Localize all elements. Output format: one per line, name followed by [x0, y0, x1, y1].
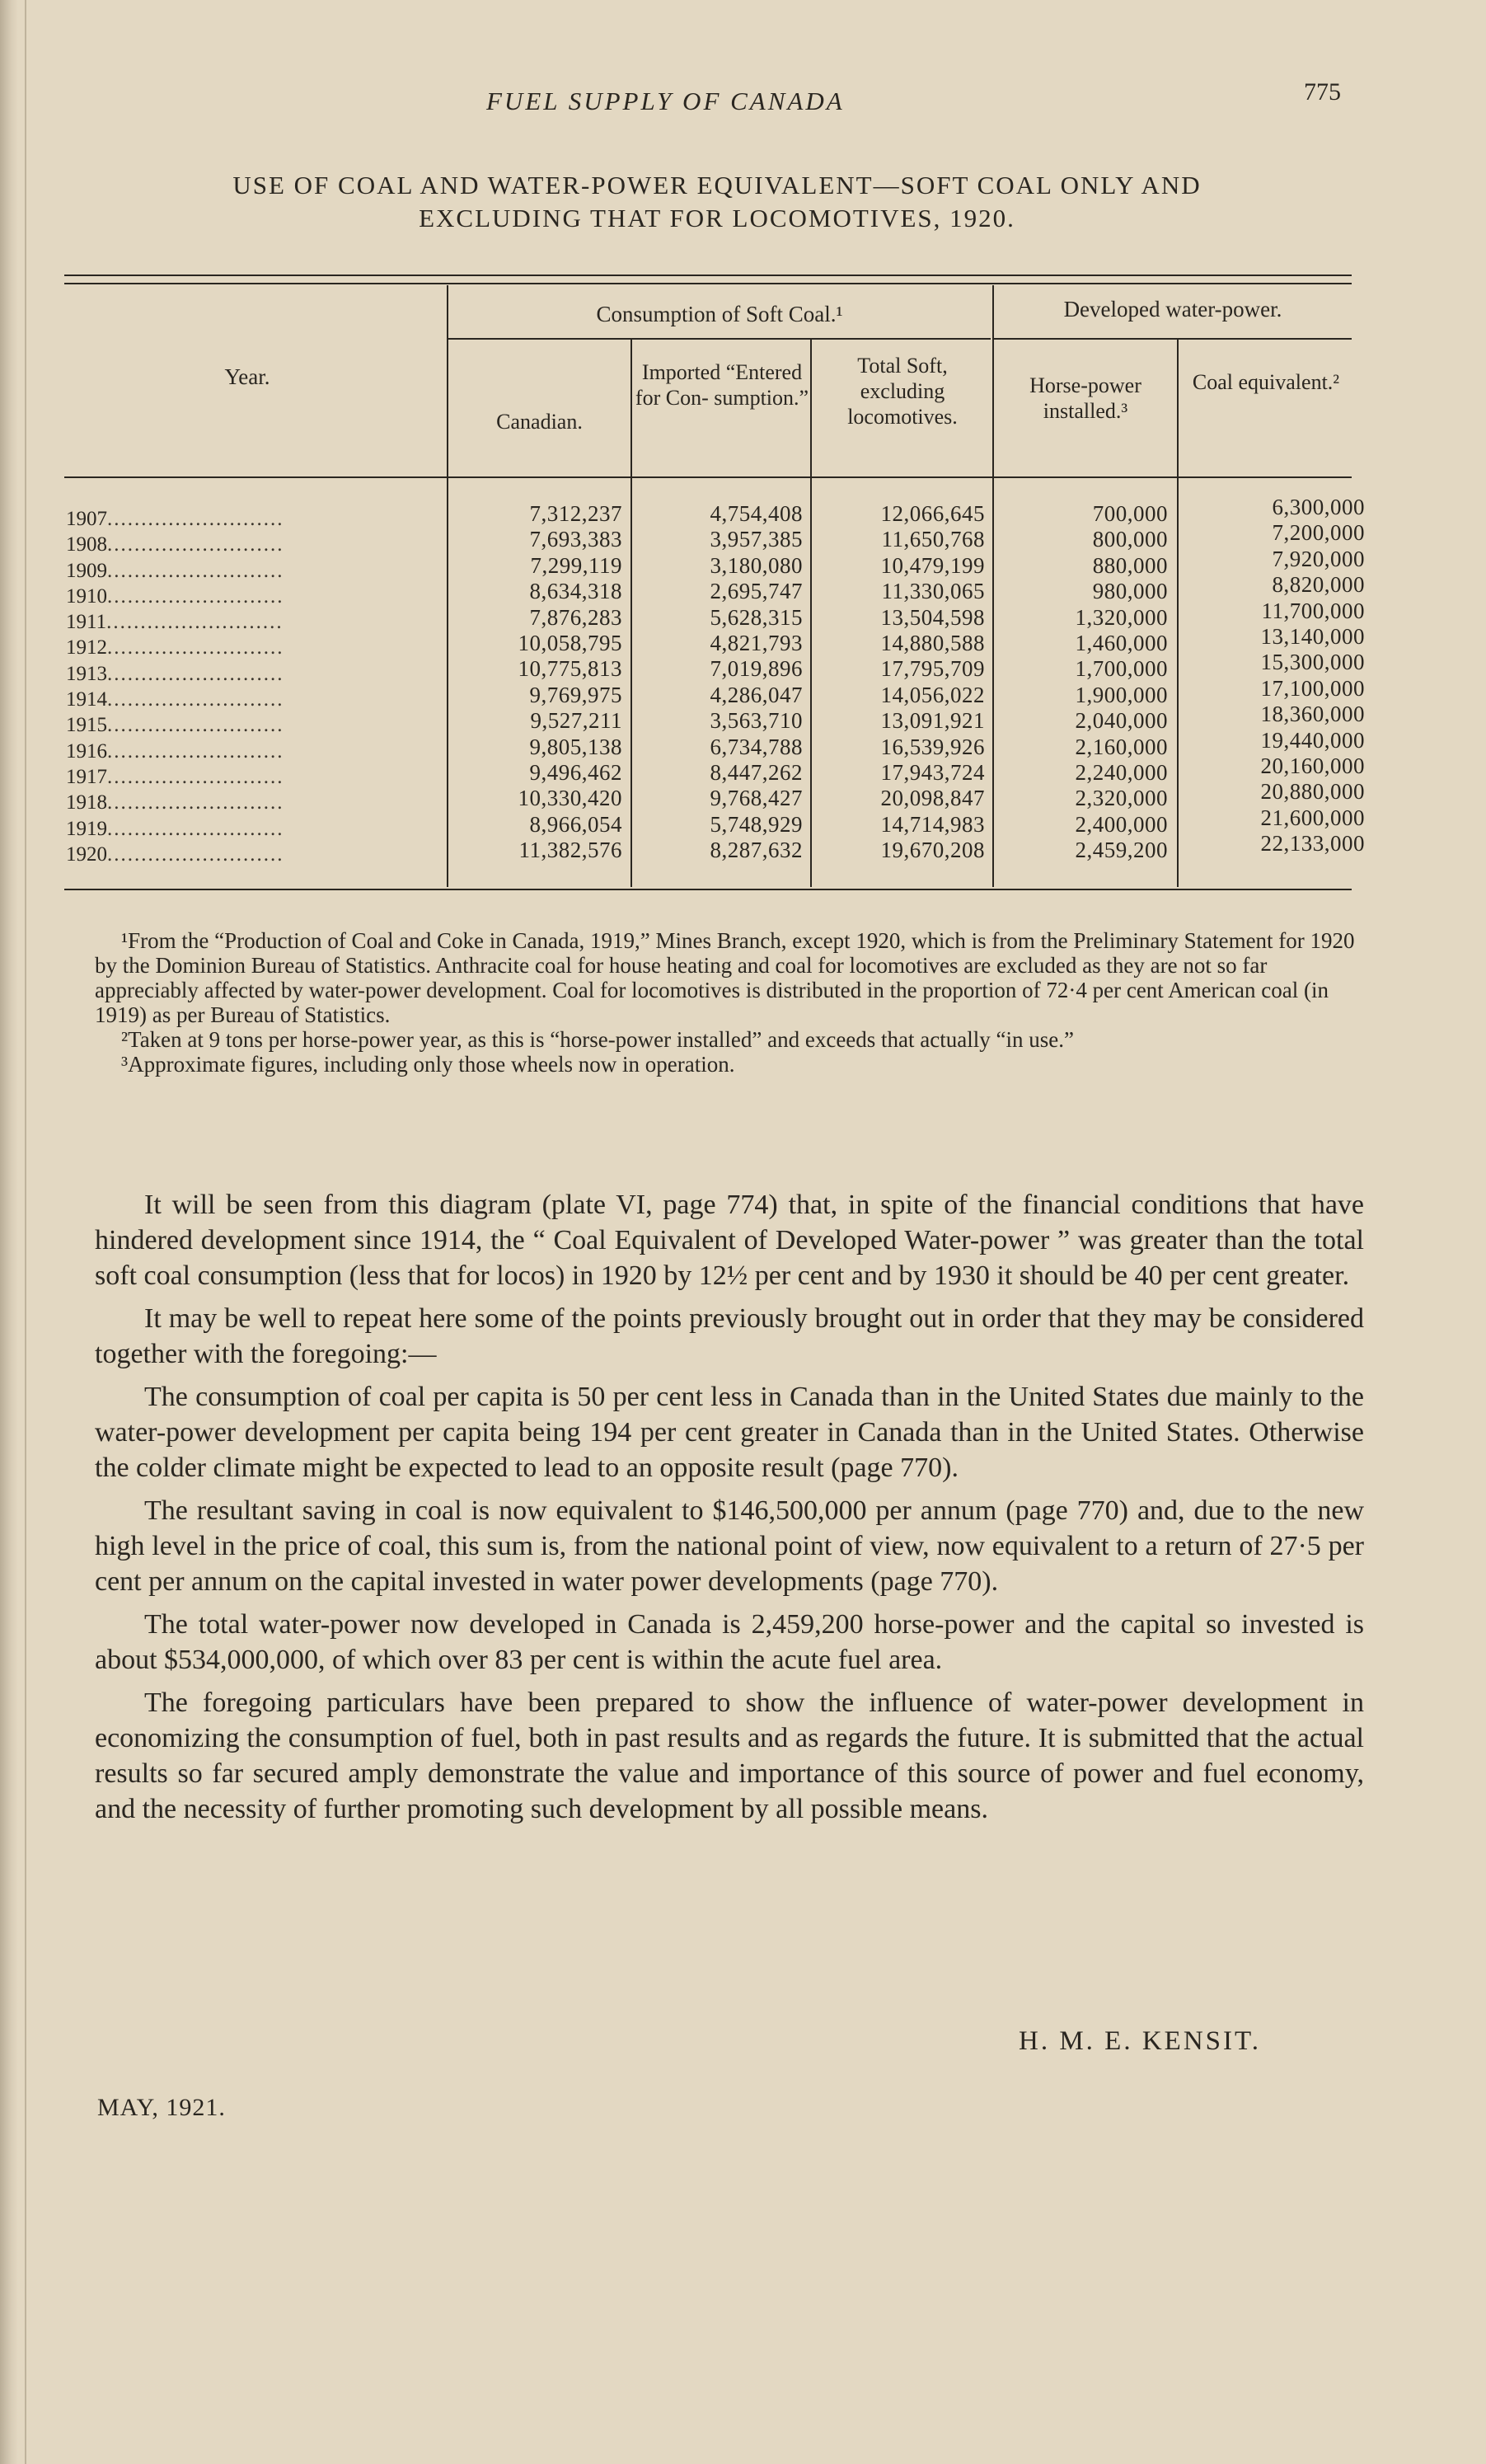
- body-text: [95, 1187, 1364, 1834]
- dot-leader: ..........................: [107, 791, 284, 814]
- imported-column: [636, 501, 803, 863]
- table-cell: 20,098,847: [880, 786, 985, 811]
- table-cell: 7,299,119: [530, 552, 622, 578]
- table-cell: 13,091,921: [880, 708, 985, 734]
- header-bottom-rule: [64, 476, 1352, 478]
- table-cell: 8,634,318: [529, 579, 622, 604]
- table-cell: 11,330,065: [881, 579, 985, 604]
- dot-leader: ..........................: [107, 765, 284, 788]
- table-cell: 2,040,000: [1075, 708, 1168, 734]
- col-header-coal-equivalent: Coal equivalent.²: [1192, 370, 1340, 394]
- dot-leader: ..........................: [107, 688, 284, 711]
- col-header-canadian: Canadian.: [496, 410, 583, 434]
- table-cell: 1,700,000: [1075, 656, 1168, 682]
- dot-leader: ..........................: [107, 842, 284, 866]
- table-cell: 2,240,000: [1075, 759, 1168, 785]
- paragraph: The resultant saving in coal is now equivalent to $146,500,000 per annum (page 770) and, due to the new high level in the price of coal, this sum is, from the national point of view, now equivalent to a return of 27·5 per cent per annum on the capital invested in water power developments (page 770).: [95, 1495, 1364, 1597]
- table-row-year: [66, 816, 449, 842]
- table-cell: 17,795,709: [880, 656, 985, 682]
- table-cell: 980,000: [1092, 579, 1168, 604]
- table-title-line-2: EXCLUDING THAT FOR LOCOMOTIVES, 1920.: [419, 204, 1015, 232]
- table-footnotes: [95, 928, 1364, 1077]
- table-cell: 7,876,283: [529, 604, 622, 630]
- year-column: [66, 506, 449, 867]
- table-cell: 7,920,000: [1272, 546, 1365, 571]
- horse-power-column: [999, 501, 1168, 863]
- table-cell: 22,133,000: [1260, 831, 1365, 857]
- table-row-year: [66, 687, 449, 712]
- table-cell: 10,058,795: [518, 630, 622, 655]
- table-row-year: [66, 661, 449, 687]
- year-label: 1910: [66, 584, 107, 608]
- table-cell: 10,775,813: [518, 656, 622, 682]
- table-cell: 2,320,000: [1075, 786, 1168, 811]
- table-cell: 1,900,000: [1075, 682, 1168, 707]
- paragraph: The consumption of coal per capita is 50 per cent less in Canada than in the United States due mainly to the water-power development per capita being 194 per cent greater in Canada than in the United States. Otherwise the colder climate might be expected to lead to an opposite result (page 770).: [95, 1382, 1364, 1483]
- dot-leader: ..........................: [107, 559, 284, 582]
- date-line: MAY, 1921.: [97, 2094, 226, 2121]
- table-cell: 9,805,138: [529, 734, 622, 759]
- canadian-column: [453, 501, 622, 863]
- col-header-horse-power: Horse-power installed.³: [1029, 373, 1141, 423]
- table-title-line-1: USE OF COAL AND WATER-POWER EQUIVALENT—SOFT COAL ONLY AND: [232, 171, 1202, 199]
- dot-leader: ..........................: [107, 533, 284, 556]
- table-cell: 13,140,000: [1260, 623, 1365, 649]
- paragraph: It may be well to repeat here some of the points previously brought out in order that they may be considered together with the foregoing:—: [95, 1303, 1364, 1369]
- group-rule-soft-coal: [447, 338, 991, 340]
- table-cell: 5,628,315: [710, 604, 803, 630]
- table-cell: 15,300,000: [1260, 650, 1365, 675]
- table-cell: 2,160,000: [1075, 734, 1168, 759]
- table-row-year: [66, 712, 449, 738]
- table-row-year: [66, 558, 449, 584]
- table-row-year: [66, 635, 449, 660]
- table-row-year: [66, 609, 449, 635]
- year-label: 1918: [66, 791, 107, 814]
- table-cell: 9,496,462: [529, 759, 622, 785]
- author-signature: H. M. E. KENSIT.: [1019, 2026, 1261, 2056]
- year-label: 1908: [66, 533, 107, 556]
- table-cell: 1,320,000: [1075, 604, 1168, 630]
- dot-leader: ..........................: [107, 636, 284, 659]
- dot-leader: ..........................: [107, 662, 284, 685]
- year-label: 1913: [66, 662, 107, 685]
- col-header-year: Year.: [224, 364, 270, 389]
- table-cell: 7,312,237: [529, 501, 622, 526]
- year-label: 1907: [66, 508, 107, 530]
- page-margin-line: [25, 0, 26, 2464]
- table-cell: 700,000: [1092, 501, 1168, 526]
- table-cell: 14,880,588: [880, 630, 985, 655]
- column-divider-4: [992, 285, 994, 887]
- footnote-2: ²Taken at 9 tons per horse-power year, as this is “horse-power installed” and exceeds that actually “in use.”: [121, 1027, 1074, 1052]
- table-cell: 8,287,632: [710, 838, 803, 863]
- year-label: 1915: [66, 714, 107, 737]
- table-cell: 17,100,000: [1260, 675, 1365, 701]
- page-binding-edge: [0, 0, 18, 2464]
- table-cell: 19,440,000: [1260, 727, 1365, 753]
- year-label: 1909: [66, 559, 107, 582]
- year-label: 1916: [66, 739, 107, 763]
- table-cell: 19,670,208: [880, 838, 985, 863]
- table-cell: 21,600,000: [1260, 805, 1365, 830]
- table-title: [124, 169, 1310, 235]
- running-header: FUEL SUPPLY OF CANADA: [486, 87, 845, 115]
- group-header-water-power: Developed water-power.: [1063, 297, 1282, 321]
- paragraph: The foregoing particulars have been prepared to show the influence of water-power development in economizing the consumption of fuel, both in past results and as regards the future. It is submitted that the actual results so far secured amply demonstrate the value and importance of this source of power and fuel economy, and the necessity of further promoting such development by all possible means.: [95, 1687, 1364, 1824]
- table-cell: 20,880,000: [1260, 779, 1365, 805]
- table-cell: 8,447,262: [710, 759, 803, 785]
- table-cell: 14,714,983: [880, 811, 985, 837]
- table-top-rule-1: [64, 275, 1352, 276]
- table-cell: 3,957,385: [710, 527, 803, 552]
- table-cell: 1,460,000: [1075, 630, 1168, 655]
- dot-leader: ..........................: [107, 714, 284, 737]
- table-cell: 11,700,000: [1261, 598, 1365, 623]
- year-label: 1917: [66, 765, 107, 788]
- table-cell: 14,056,022: [880, 682, 985, 707]
- table-cell: 3,180,080: [710, 552, 803, 578]
- year-label: 1914: [66, 688, 107, 711]
- column-divider-5: [1177, 340, 1179, 887]
- table-cell: 6,300,000: [1272, 495, 1365, 519]
- table-cell: 3,563,710: [710, 708, 803, 734]
- table-row-year: [66, 790, 449, 815]
- table-cell: 2,400,000: [1075, 811, 1168, 837]
- paragraph: The total water-power now developed in Canada is 2,459,200 horse-power and the capital so invested is about $534,000,000, of which over 83 per cent is within the acute fuel area.: [95, 1609, 1364, 1675]
- table-cell: 8,966,054: [529, 811, 622, 837]
- dot-leader: ..........................: [107, 817, 284, 840]
- group-rule-water-power: [994, 338, 1352, 340]
- year-label: 1919: [66, 817, 107, 840]
- table-cell: 4,821,793: [710, 630, 803, 655]
- column-divider-3: [810, 340, 812, 887]
- footnote-3: ³Approximate figures, including only those wheels now in operation.: [121, 1052, 735, 1077]
- table-row-year: [66, 739, 449, 764]
- table-cell: 2,459,200: [1075, 838, 1168, 863]
- table-cell: 880,000: [1092, 552, 1168, 578]
- column-divider-2: [630, 340, 632, 887]
- table-cell: 2,695,747: [710, 579, 803, 604]
- dot-leader: ..........................: [107, 584, 284, 608]
- year-label: 1912: [66, 636, 107, 659]
- table-cell: 9,527,211: [530, 708, 622, 734]
- page-number: 775: [1304, 78, 1341, 106]
- footnote-1: ¹From the “Production of Coal and Coke in Canada, 1919,” Mines Branch, except 1920, which is from the Preliminary Statement for 1920 by the Dominion Bureau of Statistics. Anthracite coal for house heating and coal for locomotives are excluded as they are not so far appreciably affected by water-power development. Coal for locomotives is distributed in the proportion of 72·4 per cent American coal (in 1919) as per Bureau of Statistics.: [95, 928, 1355, 1027]
- coal-equivalent-column: [1182, 495, 1365, 857]
- group-header-soft-coal: Consumption of Soft Coal.¹: [596, 302, 843, 326]
- table-row-year: [66, 532, 449, 557]
- table-cell: 20,160,000: [1260, 753, 1365, 778]
- table-row-year: [66, 764, 449, 790]
- table-cell: 16,539,926: [880, 734, 985, 759]
- table-cell: 11,650,768: [881, 527, 985, 552]
- table-cell: 800,000: [1092, 527, 1168, 552]
- table-top-rule-2: [64, 283, 1352, 284]
- table-cell: 7,200,000: [1272, 520, 1365, 546]
- year-label: 1911: [66, 611, 107, 634]
- table-cell: 5,748,929: [710, 811, 803, 837]
- table-cell: 12,066,645: [880, 501, 985, 526]
- table-cell: 7,693,383: [529, 527, 622, 552]
- table-cell: 9,768,427: [710, 786, 803, 811]
- col-header-imported: Imported “Entered for Con- sumption.”: [635, 360, 809, 410]
- dot-leader: ..........................: [107, 508, 284, 530]
- table-cell: 4,286,047: [710, 682, 803, 707]
- paragraph: It will be seen from this diagram (plate VI, page 774) that, in spite of the financial conditions that have hindered development since 1914, the “ Coal Equivalent of Developed Water-power ” was greater than the total soft coal consumption (less that for locos) in 1920 by 12½ per cent and by 1930 it should be 40 per cent greater.: [95, 1190, 1364, 1291]
- table-cell: 10,330,420: [518, 786, 622, 811]
- total-column: [816, 501, 985, 863]
- dot-leader: ..........................: [106, 611, 284, 634]
- table-row-year: [66, 584, 449, 609]
- table-cell: 17,943,724: [880, 759, 985, 785]
- table-cell: 4,754,408: [710, 501, 803, 526]
- table-bottom-rule: [64, 889, 1352, 890]
- table-cell: 10,479,199: [880, 552, 985, 578]
- year-label: 1920: [66, 842, 107, 866]
- table-cell: 11,382,576: [518, 838, 622, 863]
- col-header-total: Total Soft, excluding locomotives.: [847, 354, 958, 429]
- table-cell: 7,019,896: [710, 656, 803, 682]
- table-cell: 9,769,975: [529, 682, 622, 707]
- table-row-year: [66, 506, 449, 532]
- table-cell: 8,820,000: [1272, 572, 1365, 598]
- table-cell: 13,504,598: [880, 604, 985, 630]
- table-cell: 6,734,788: [710, 734, 803, 759]
- table-cell: 18,360,000: [1260, 702, 1365, 727]
- table-row-year: [66, 842, 449, 867]
- dot-leader: ..........................: [107, 739, 284, 763]
